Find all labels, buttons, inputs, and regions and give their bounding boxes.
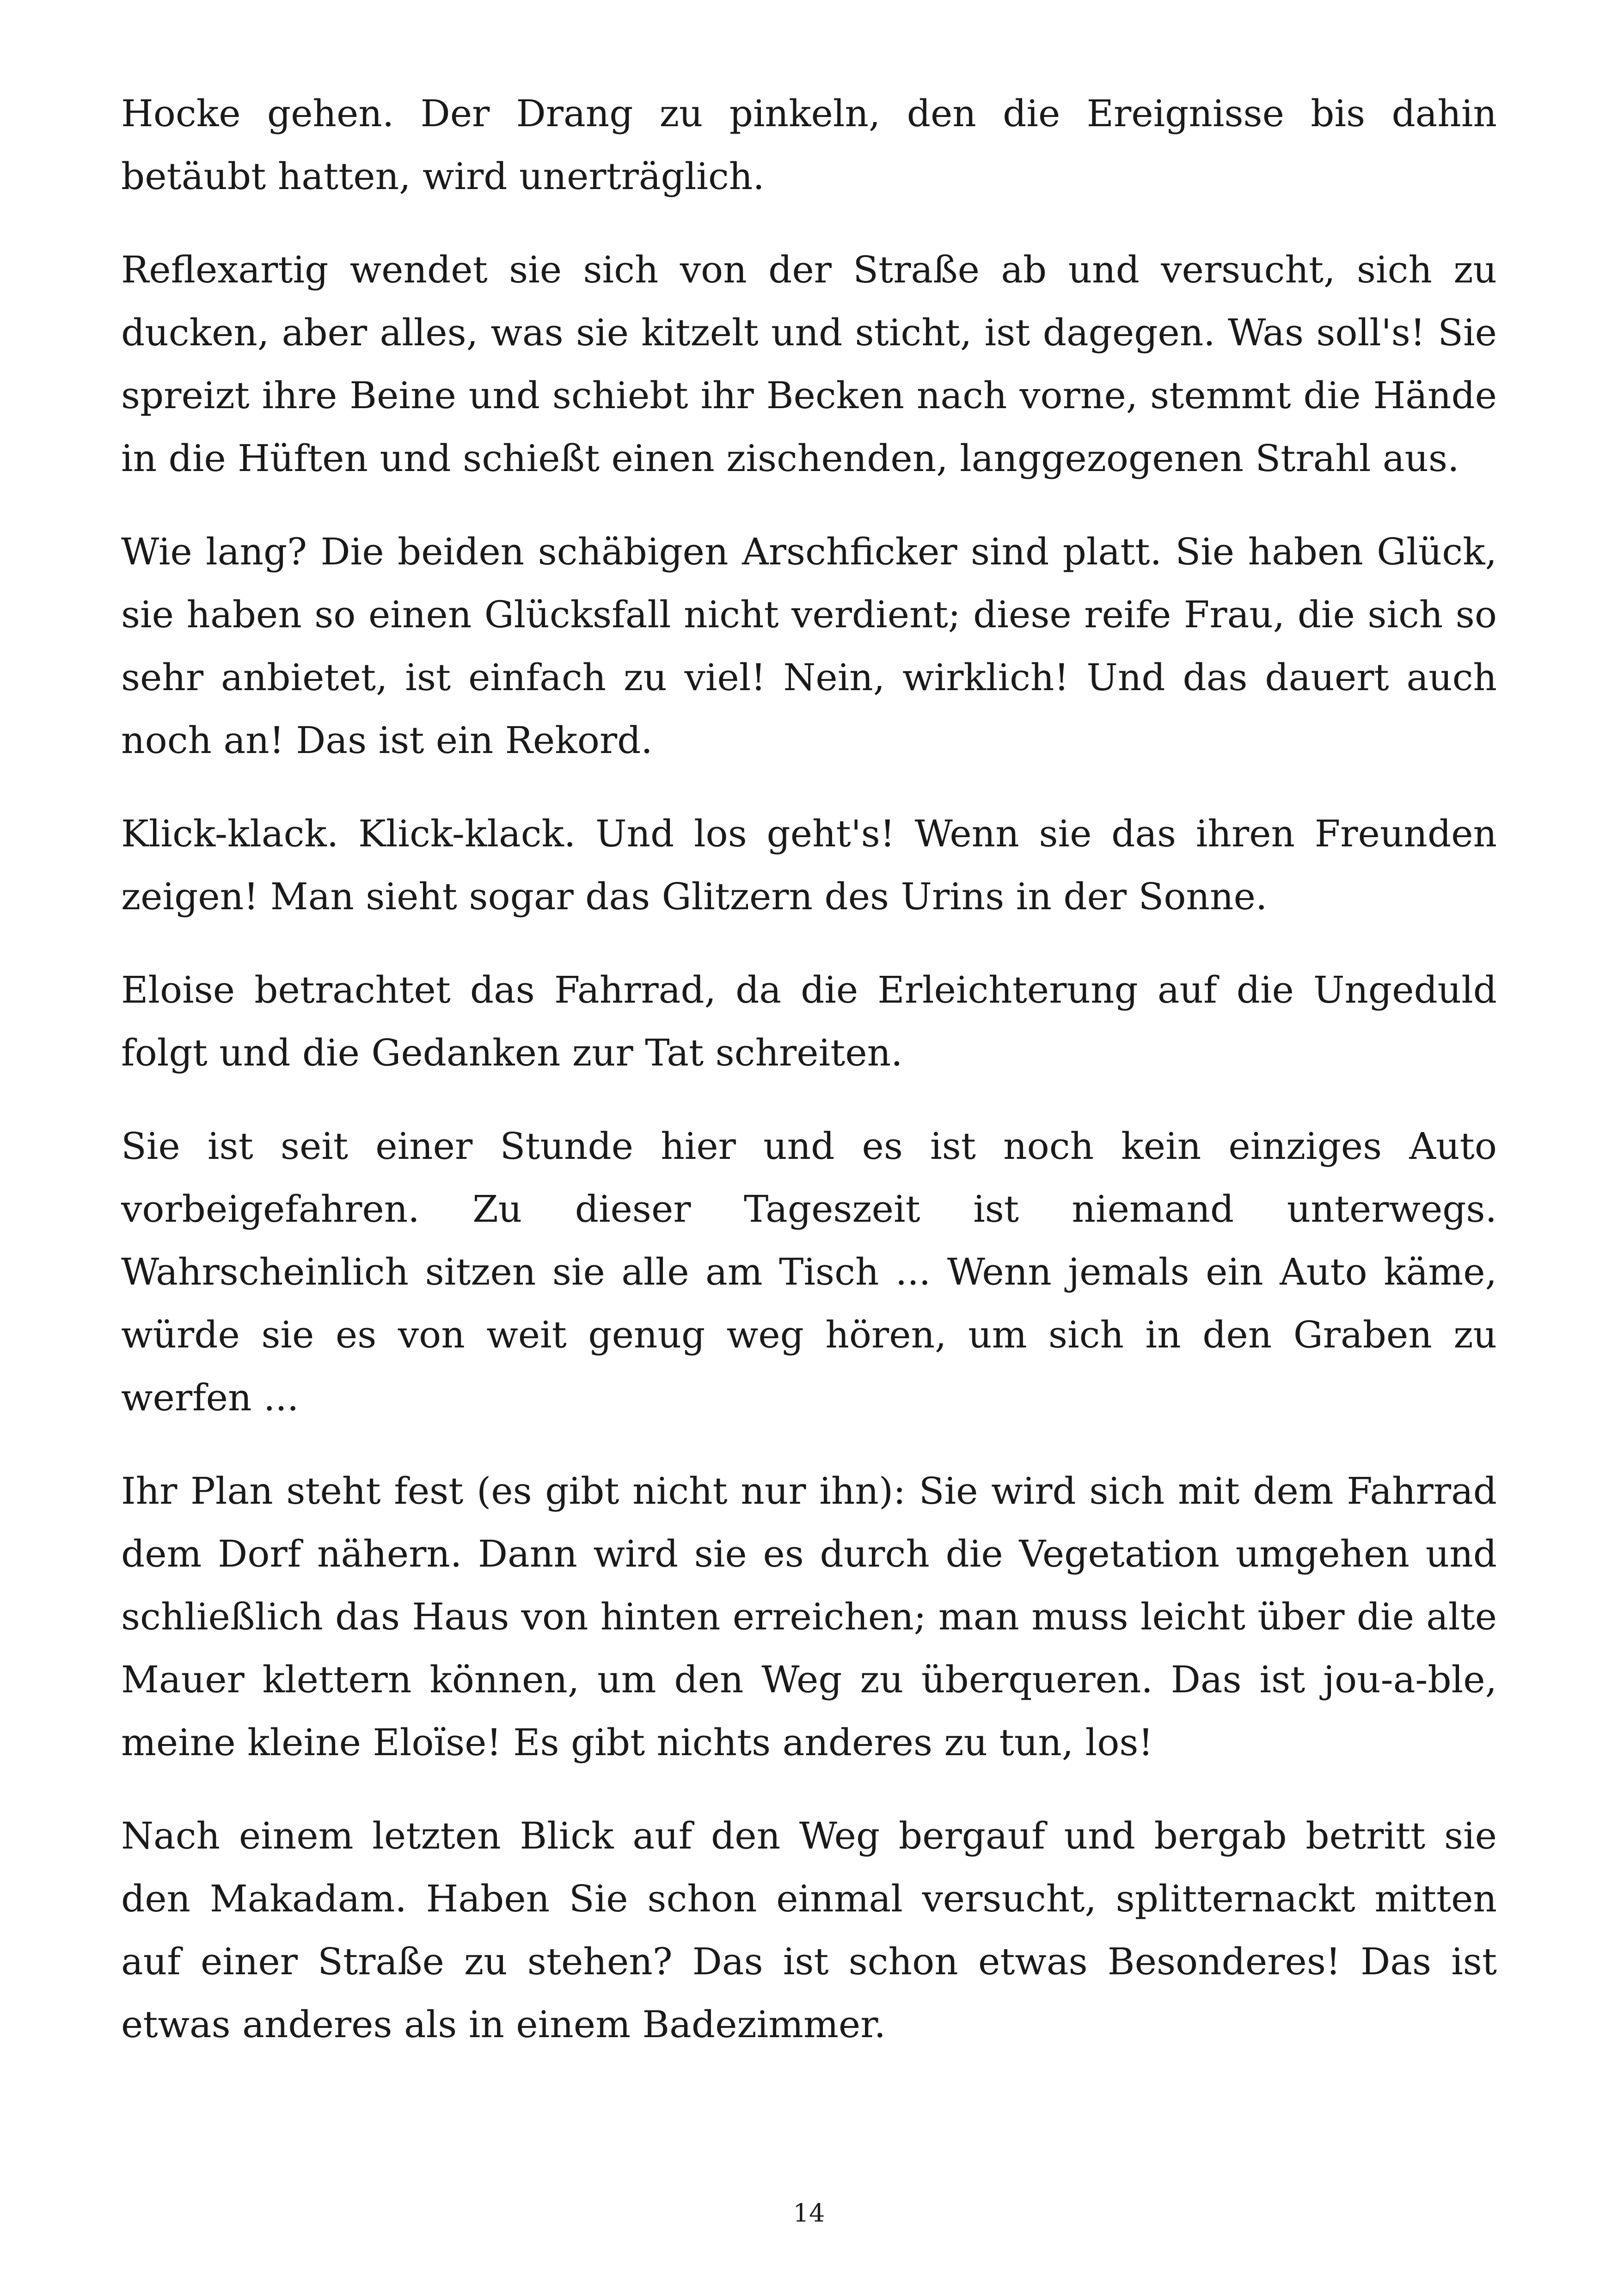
page-body (121, 82, 1497, 2087)
paragraph: Klick-klack. Klick-klack. Und los geht's! Wenn sie das ihren Freunden zeigen! Man sieht sogar das Glitzern des Urins in der Sonne. (121, 812, 1497, 918)
paragraph: Hocke gehen. Der Drang zu pinkeln, den die Ereignisse bis dahin betäubt hatten, wird unerträglich. (121, 92, 1497, 198)
paragraph: Sie ist seit einer Stunde hier und es ist noch kein einziges Auto vorbeigefahren. Zu dieser Tageszeit ist niemand unterwegs. Wahrscheinlich sitzen sie alle am Tisch ... Wenn jemals ein Auto käme, würde sie es von weit genug weg hören, um sich in den Graben zu werfen ... (121, 1125, 1497, 1419)
page-number: 14 (793, 2198, 825, 2228)
paragraph: Ihr Plan steht fest (es gibt nicht nur ihn): Sie wird sich mit dem Fahrrad dem Dorf nähern. Dann wird sie es durch die Vegetation umgehen und schließlich das Haus von hinten erreichen; man muss leicht über die alte Mauer klettern können, um den Weg zu überqueren. Das ist jou-a-ble, meine kleine Eloïse! Es gibt nichts anderes zu tun, los! (121, 1469, 1497, 1764)
paragraph: Reflexartig wendet sie sich von der Straße ab und versucht, sich zu ducken, aber alles, was sie kitzelt und sticht, ist dagegen. Was soll's! Sie spreizt ihre Beine und schiebt ihr Becken nach vorne, stemmt die Hände in die Hüften und schießt einen zischenden, langgezogenen Strahl aus. (121, 248, 1497, 480)
paragraph: Nach einem letzten Blick auf den Weg bergauf und bergab betritt sie den Makadam. Haben Sie schon einmal versucht, splitternackt mitten auf einer Straße zu stehen? Das ist schon etwas Besonderes! Das ist etwas anderes als in einem Badezimmer. (121, 1814, 1497, 2046)
paragraph: Wie lang? Die beiden schäbigen Arschficker sind platt. Sie haben Glück, sie haben so einen Glücksfall nicht verdient; diese reife Frau, die sich so sehr anbietet, ist einfach zu viel! Nein, wirklich! Und das dauert auch noch an! Das ist ein Rekord. (121, 530, 1497, 762)
paragraph: Eloise betrachtet das Fahrrad, da die Erleichterung auf die Ungeduld folgt und die Gedanken zur Tat schreiten. (121, 968, 1497, 1074)
